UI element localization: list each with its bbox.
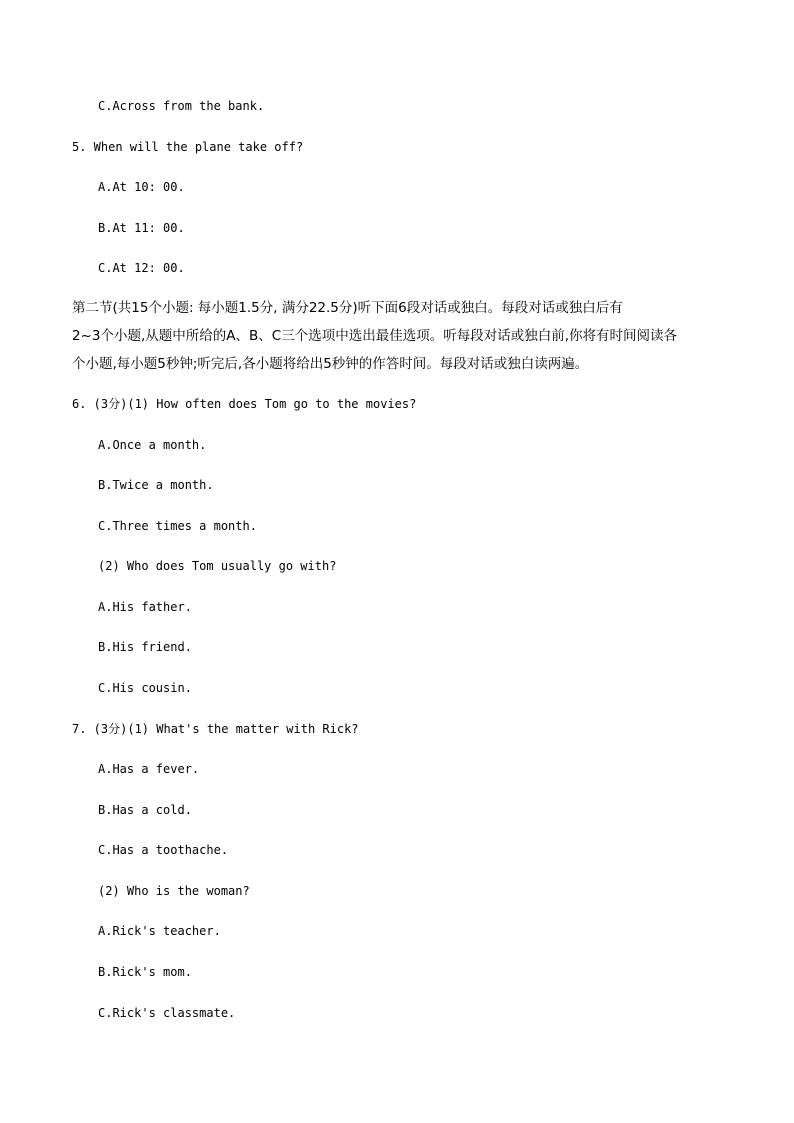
question-4-option-c: C.Across from the bank. [98,99,265,113]
question-5-option-c: C.At 12: 00. [98,261,185,275]
question-7-1-option-b: B.Has a cold. [98,803,192,817]
question-7-1-option-c: C.Has a toothache. [98,843,229,857]
question-5-option-b: B.At 11: 00. [98,221,185,235]
question-6-2-option-b: B.His friend. [98,640,192,654]
question-6-1-option-c: C.Three times a month. [98,519,257,533]
question-7-2-option-b: B.Rick's mom. [98,965,192,979]
question-6-1-option-b: B.Twice a month. [98,478,214,492]
question-6-stem: 6. (3分)(1) How often does Tom go to the movies? [72,397,417,411]
section-2-instructions [72,294,732,378]
question-6-2-option-c: C.His cousin. [98,681,192,695]
question-7-2-option-c: C.Rick's classmate. [98,1006,236,1020]
question-5-option-a: A.At 10: 00. [98,180,185,194]
section-2-line-2: 2~3个小题,从题中所给的A、B、C三个选项中选出最佳选项。听每段对话或独白前,你将有时间阅读各 [72,328,677,344]
question-6-1-option-a: A.Once a month. [98,438,207,452]
question-7-stem: 7. (3分)(1) What's the matter with Rick? [72,722,359,736]
question-7-1-option-a: A.Has a fever. [98,762,200,776]
question-7-2-stem: (2) Who is the woman? [98,884,250,898]
question-6-2-option-a: A.His father. [98,600,192,614]
question-5-stem: 5. When will the plane take off? [72,140,304,154]
section-2-line-3: 个小题,每小题5秒钟;听完后,各小题将给出5秒钟的作答时间。每段对话或独白读两遍。 [72,356,589,372]
question-7-2-option-a: A.Rick's teacher. [98,924,221,938]
question-6-2-stem: (2) Who does Tom usually go with? [98,559,337,573]
section-2-line-1: 第二节(共15个小题: 每小题1.5分, 满分22.5分)听下面6段对话或独白。每段对话或独白后有 [72,300,623,316]
